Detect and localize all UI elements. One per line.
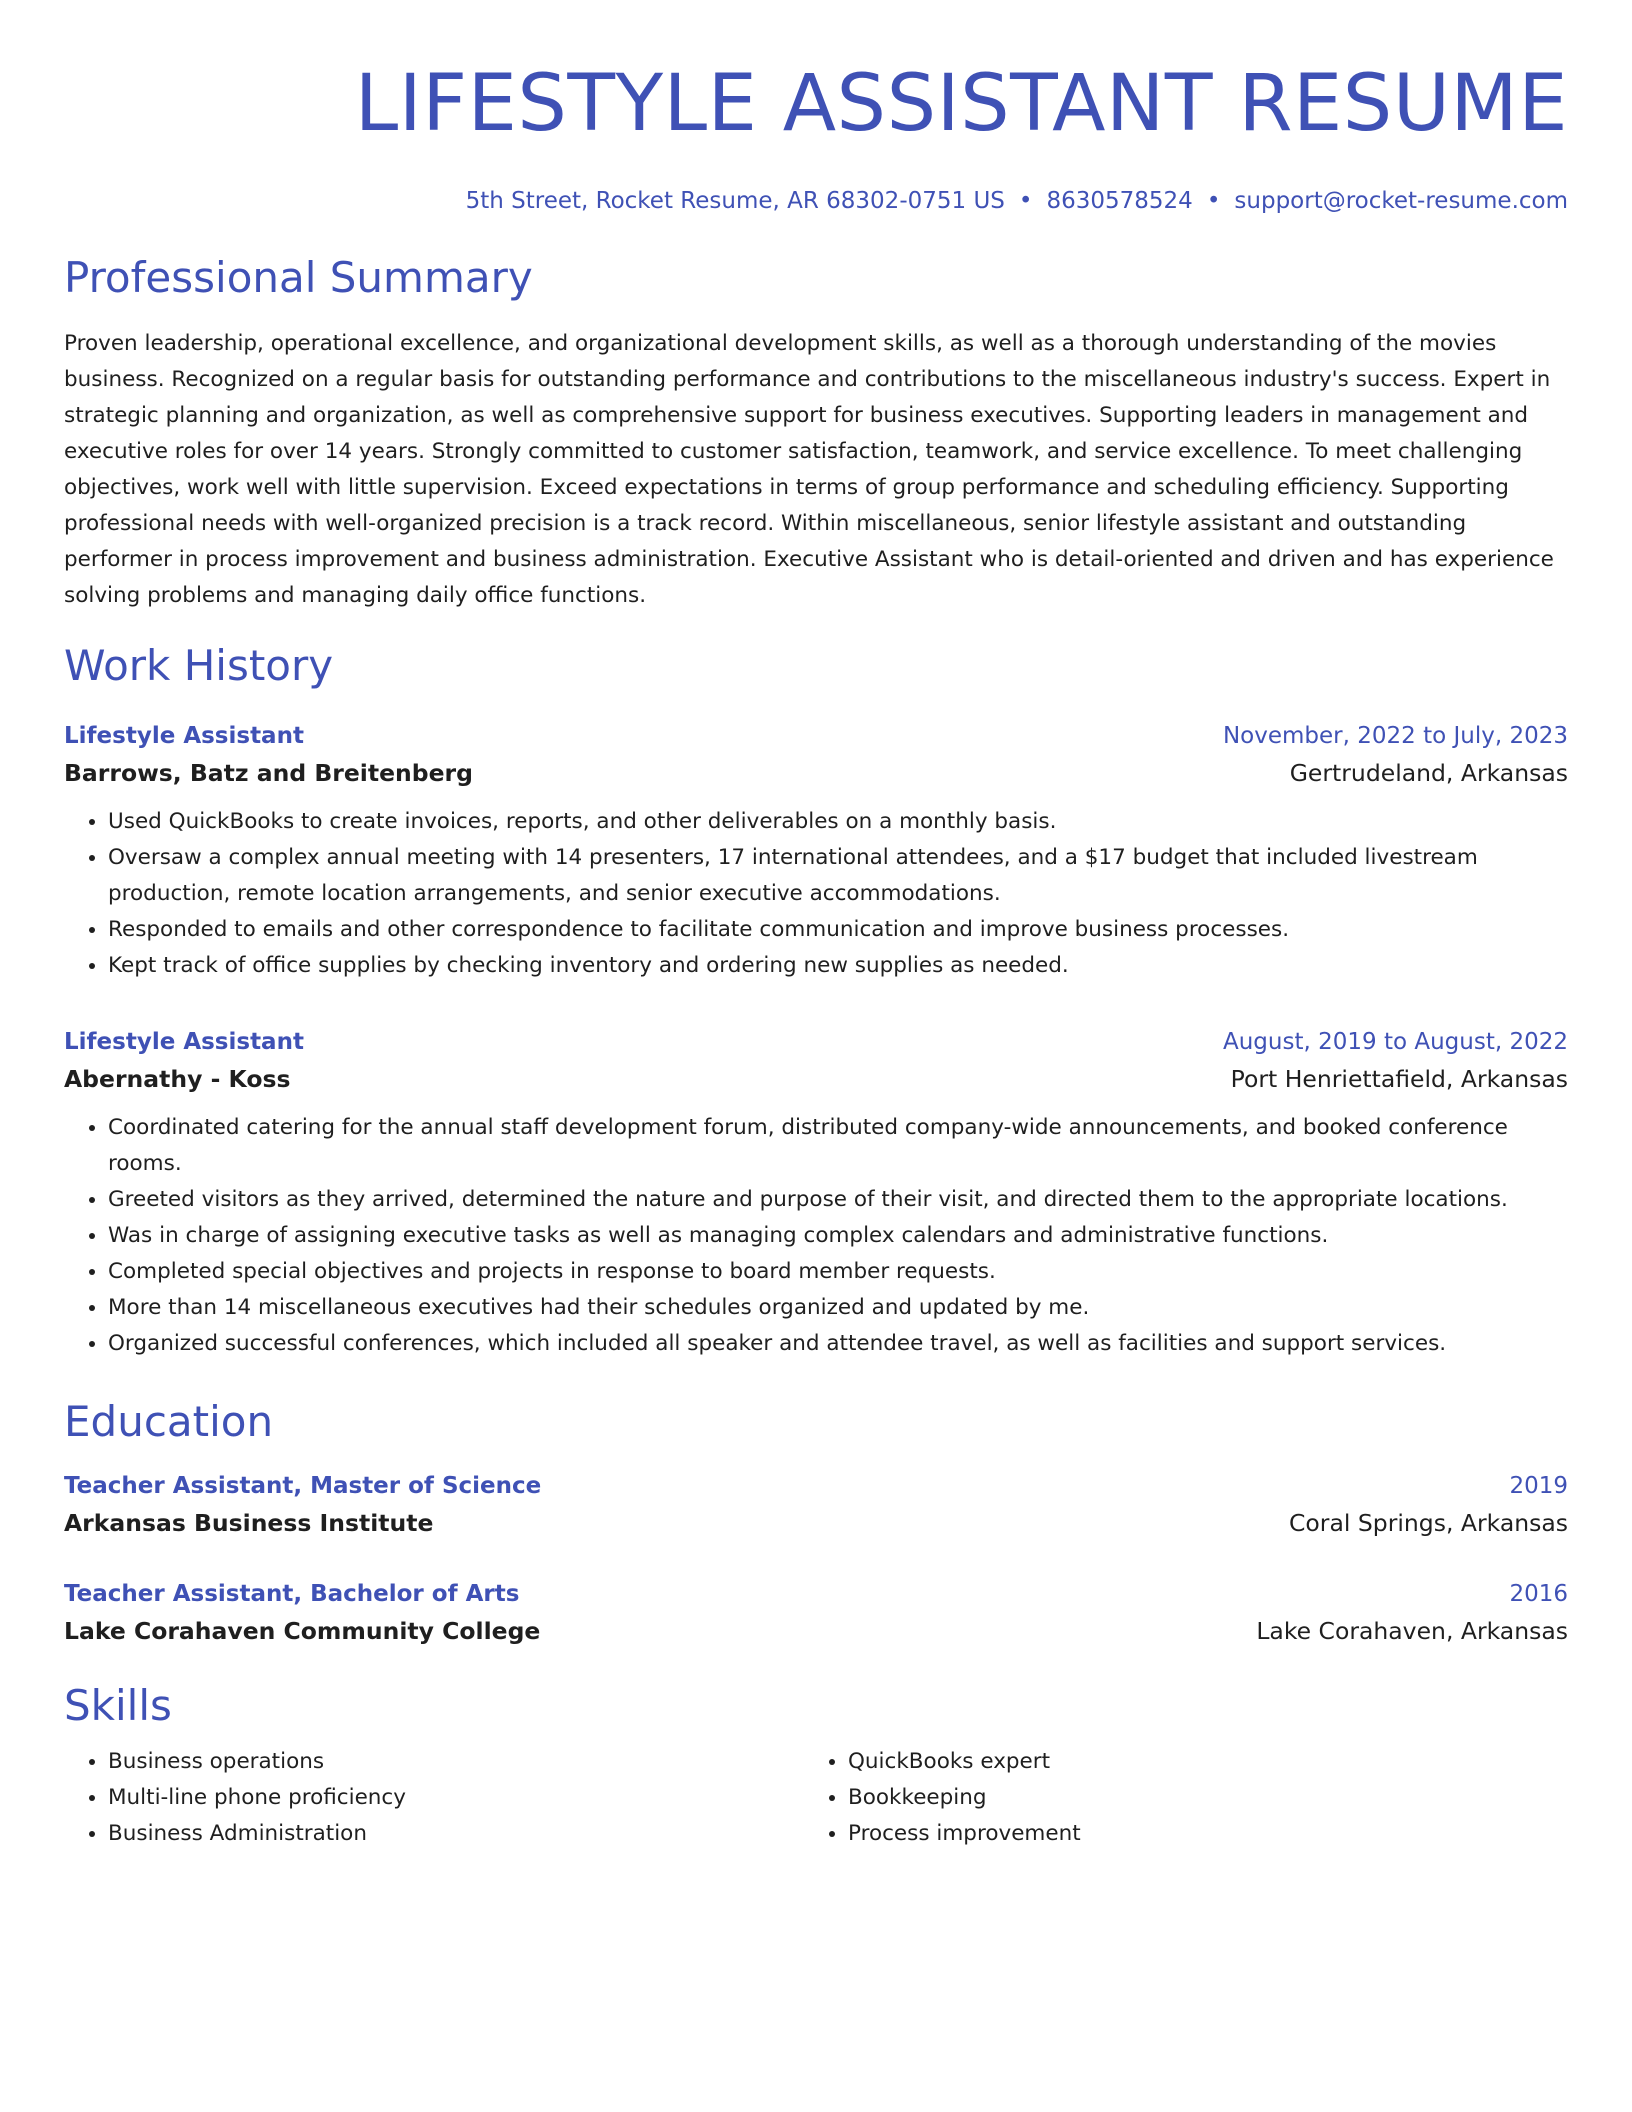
contact-email[interactable]: support@rocket-resume.com bbox=[1234, 188, 1568, 214]
skills-column-right bbox=[804, 1744, 1544, 1852]
job-location: Port Henriettafield, Arkansas bbox=[1230, 1065, 1568, 1093]
skill-item: • Business Administration bbox=[108, 1816, 804, 1852]
skills-column-left bbox=[64, 1744, 804, 1852]
job-location: Gertrudeland, Arkansas bbox=[1289, 759, 1568, 787]
job-bullet: • More than 14 miscellaneous executives had their schedules organized and updated by me. bbox=[108, 1290, 1568, 1326]
education-entry bbox=[64, 1576, 1568, 1650]
job-title: Lifestyle Assistant bbox=[64, 723, 304, 749]
resume-header bbox=[64, 56, 1568, 216]
education-year: 2019 bbox=[1509, 1473, 1568, 1499]
summary-heading: Professional Summary bbox=[64, 253, 533, 302]
job-bullet: • Used QuickBooks to create invoices, reports, and other deliverables on a monthly basis. bbox=[108, 804, 1568, 840]
job-dates: August, 2019 to August, 2022 bbox=[1223, 1029, 1568, 1055]
education-year: 2016 bbox=[1509, 1581, 1568, 1607]
skill-item: • Bookkeeping bbox=[848, 1780, 1544, 1816]
summary-text: Proven leadership, operational excellence, and organizational development skills, as well as a thorough understanding of the movies business. Recognized on a regular basis for outstanding performance and contributions to the miscellaneous industry's success. Expert in strategic planning and organization, as well as comprehensive support for business executives. Supporting leaders in management and executive roles for over 14 years. Strongly committed to customer satisfaction, teamwork, and service excellence. To meet challenging objectives, work well with little supervision. Exceed expectations in terms of group performance and scheduling efficiency. Supporting professional needs with well-organized precision is a track record. Within miscellaneous, senior lifestyle assistant and outstanding performer in process improvement and business administration. Executive Assistant who is detail-oriented and driven and has experience solving problems and managing daily office functions. bbox=[64, 331, 1554, 608]
job-bullet: • Responded to emails and other correspondence to facilitate communication and improve business processes. bbox=[108, 912, 1568, 948]
job-bullet: • Completed special objectives and projects in response to board member requests. bbox=[108, 1254, 1568, 1290]
job-bullets bbox=[64, 804, 1568, 984]
skills-heading: Skills bbox=[64, 1681, 172, 1730]
education-degree: Teacher Assistant, Bachelor of Arts bbox=[64, 1581, 520, 1607]
job-bullets bbox=[64, 1110, 1568, 1362]
education-school: Lake Corahaven Community College bbox=[64, 1617, 541, 1645]
contact-address: 5th Street, Rocket Resume, AR 68302-0751 US bbox=[465, 188, 1005, 214]
job-dates: November, 2022 to July, 2023 bbox=[1222, 723, 1568, 749]
contact-separator: • bbox=[1018, 188, 1033, 214]
job-bullet: • Oversaw a complex annual meeting with 14 presenters, 17 international attendees, and a $17 budget that included livestream production, remote location arrangements, and senior executive accommodations. bbox=[108, 840, 1568, 912]
job-title: Lifestyle Assistant bbox=[64, 1029, 304, 1055]
education-location: Lake Corahaven, Arkansas bbox=[1256, 1617, 1568, 1645]
skills-grid bbox=[64, 1744, 1568, 1852]
job-bullet: • Was in charge of assigning executive tasks as well as managing complex calendars and administrative functions. bbox=[108, 1218, 1568, 1254]
job-bullet: • Coordinated catering for the annual staff development forum, distributed company-wide announcements, and booked conference rooms. bbox=[108, 1110, 1568, 1182]
job-company: Barrows, Batz and Breitenberg bbox=[64, 759, 473, 787]
job-entry bbox=[64, 718, 1568, 984]
job-bullet: • Greeted visitors as they arrived, determined the nature and purpose of their visit, and directed them to the appropriate locations. bbox=[108, 1182, 1568, 1218]
education-entry bbox=[64, 1468, 1568, 1542]
skill-item: • Process improvement bbox=[848, 1816, 1544, 1852]
resume-title: LIFESTYLE ASSISTANT RESUME bbox=[354, 59, 1568, 149]
job-bullet: • Kept track of office supplies by checking inventory and ordering new supplies as needed. bbox=[108, 948, 1568, 984]
skill-item: • Multi-line phone proficiency bbox=[108, 1780, 804, 1816]
job-company: Abernathy - Koss bbox=[64, 1065, 291, 1093]
job-bullet: • Organized successful conferences, which included all speaker and attendee travel, as well as facilities and support services. bbox=[108, 1326, 1568, 1362]
education-degree: Teacher Assistant, Master of Science bbox=[64, 1473, 542, 1499]
education-location: Coral Springs, Arkansas bbox=[1289, 1509, 1568, 1537]
contact-line bbox=[64, 186, 1568, 216]
work-history-heading: Work History bbox=[64, 641, 334, 690]
education-school: Arkansas Business Institute bbox=[64, 1509, 434, 1537]
skill-item: • QuickBooks expert bbox=[848, 1744, 1544, 1780]
skill-item: • Business operations bbox=[108, 1744, 804, 1780]
education-heading: Education bbox=[64, 1397, 274, 1446]
job-entry bbox=[64, 1024, 1568, 1362]
contact-separator: • bbox=[1206, 188, 1221, 214]
contact-phone: 8630578524 bbox=[1046, 188, 1193, 214]
